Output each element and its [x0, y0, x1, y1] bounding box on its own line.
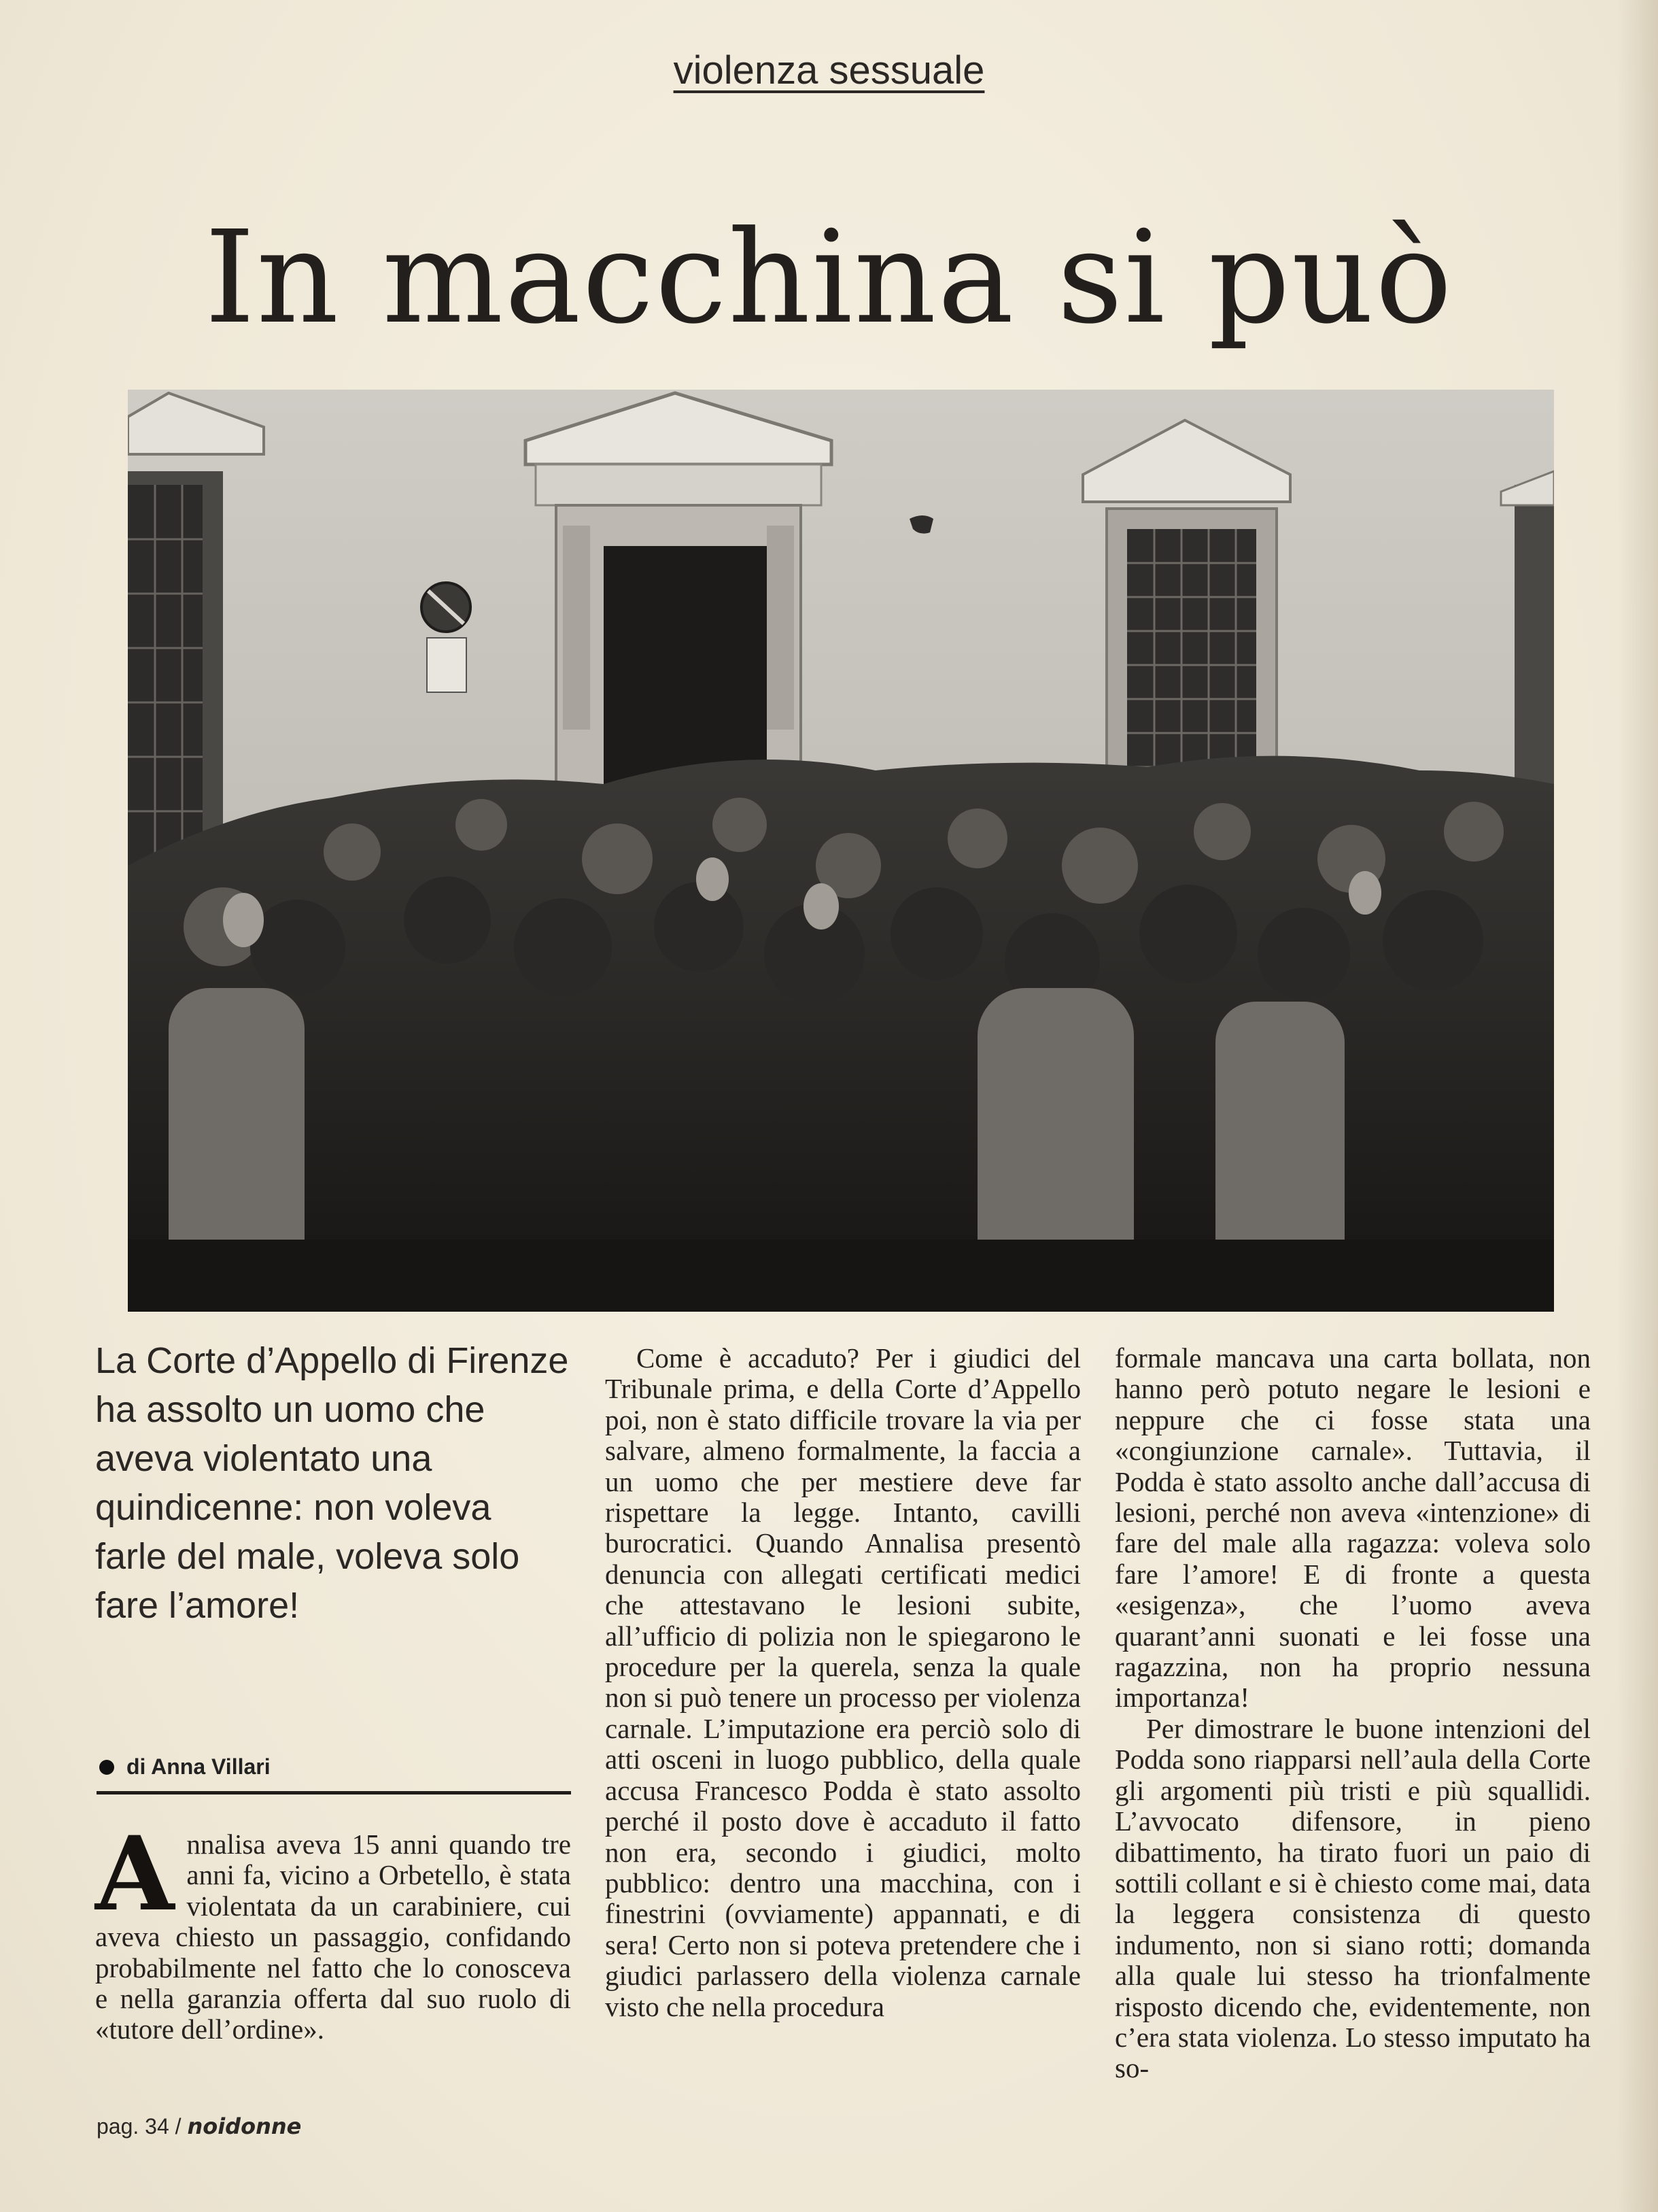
publication-name: noidonne [187, 2113, 302, 2139]
column-3-paragraph-2: Per dimostrare le buone intenzioni del Podda sono riapparsi nell’aula della Corte gli argomenti più tristi e più squallidi. L’avvocato difensore, in pieno dibattimento, ha tirato fuori un paio di sottili collant e si è chiesto come mai, data la leggera consistenza di questo indumento, non si siano rotti; domanda alla quale lui stesso ha trionfalmente risposto dicendo che, evidentemente, non c’era stata violenza. Lo stesso imputato ha so- [1115, 1712, 1591, 2084]
column-3-paragraph-1: formale mancava una carta bollata, non hanno però potuto negare le lesioni e neppure che ci fosse stata una «congiunzione carnale». Tuttavia, il Podda è stato assolto anche dall’accusa di lesioni, perché non aveva «intenzione» di fare del male alla ragazza: voleva solo fare l’amore! E di fronte a questa «esigenza», che l’uomo aveva quarant’anni suonati e lei fosse una ragazzina, non ha proprio nessuna importanza! [1115, 1342, 1591, 1714]
drop-cap: A [95, 1814, 175, 1934]
column-2 [605, 1343, 1081, 2022]
column-3 [1115, 1343, 1591, 2084]
crowd [128, 756, 1554, 1312]
no-parking-sign-icon [421, 583, 470, 632]
wall-plaque [427, 638, 466, 692]
column-1 [95, 1814, 571, 2045]
page-footer [97, 2113, 301, 2139]
column-2-paragraph: Come è accaduto? Per i giudici del Tribunale prima, e della Corte d’Appello poi, non è stato difficile trovare la via per salvare, almeno formalmente, la faccia a un uomo che per mestiere deve far rispettare la legge. Intanto, cavilli burocratici. Quando Annalisa presentò denuncia con allegati certificati medici che attestavano le lesioni subite, all’ufficio di polizia non le spiegarono le procedure per la querela, senza la quale non si può tenere un processo per violenza carnale. L’imputazione era perciò solo di atti osceni in luogo pubblico, della quale accusa Francesco Podda è stato assolto perché il posto dove è accaduto il fatto non era, secondo i giudici, molto pubblico: dentro una macchina, con i finestrini (ovviamente) appannati, e di sera! Certo non si poteva pretendere che i giudici parlassero della violenza carnale visto che nella procedura [605, 1342, 1081, 2022]
section-label: violenza sessuale [673, 48, 985, 92]
headline: In macchina si può [204, 203, 1454, 352]
bullet-icon [99, 1760, 114, 1775]
column-1-text: nnalisa aveva 15 anni quando tre anni fa, vicino a Orbetello, è stata violentata da un carabiniere, cui aveva chiesto un passaggio, confidando probabilmente nel fatto che lo conosceva e nella garanzia offerta dal suo ruolo di «tutore dell’ordine». [95, 1828, 571, 2045]
crowd-photo [128, 390, 1554, 1312]
article-deck: La Corte d’Appello di Firenze ha assolto un uomo che aveva violentato una quindicenne: non voleva farle del male, voleva solo fare l’amore! [95, 1340, 569, 1626]
page-number: pag. 34 [97, 2114, 169, 2139]
column-1-paragraph [95, 1814, 571, 2045]
byline-text: di Anna Villari [126, 1754, 271, 1779]
footer-separator: / [175, 2114, 182, 2139]
byline-rule [97, 1791, 571, 1794]
byline [95, 1754, 571, 1780]
